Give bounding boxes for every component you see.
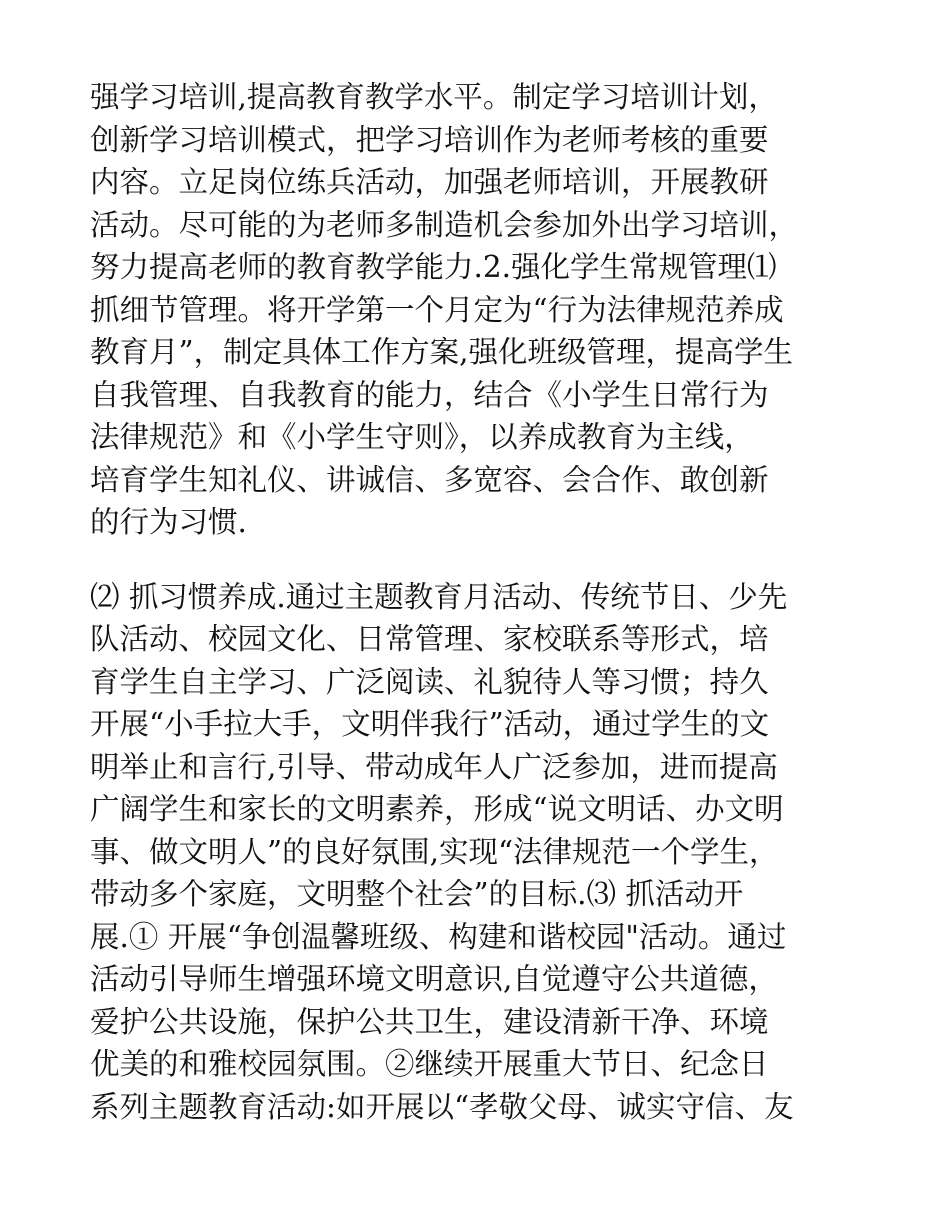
document-page bbox=[90, 76, 870, 1128]
text-line: 活动引导师生增强环境文明意识,自觉遵守公共道德， bbox=[90, 962, 778, 996]
text-line: 育学生自主学习、广泛阅读、礼貌待人等习惯；持久 bbox=[90, 664, 769, 699]
text-line: 自我管理、自我教育的能力，结合《小学生日常行为 bbox=[90, 377, 769, 412]
text-line: 优美的和雅校园氛围。②继续开展重大节日、纪念日 bbox=[90, 1047, 769, 1081]
text-line: 创新学习培训模式，把学习培训作为老师考核的重要 bbox=[90, 122, 769, 157]
paragraph-spacing bbox=[90, 544, 870, 576]
text-line: 法律规范》和《小学生守则》，以养成教育为主线， bbox=[90, 420, 754, 454]
paragraph-2 bbox=[90, 576, 870, 1129]
text-line: 培育学生知礼仪、讲诚信、多宽容、会合作、敢创新 bbox=[90, 462, 769, 497]
text-line: 展.① 开展“争创温馨班级、构建和谐校园"活动。通过 bbox=[90, 919, 787, 954]
text-line: 活动。尽可能的为老师多制造机会参加外出学习培训， bbox=[90, 207, 799, 242]
text-line: ⑵ 抓习惯养成.通过主题教育月活动、传统节日、少先 bbox=[90, 579, 788, 614]
text-line: 广阔学生和家长的文明素养，形成“说文明话、办文明 bbox=[90, 792, 784, 826]
text-line: 强学习培训,提高教育教学水平。制定学习培训计划， bbox=[90, 80, 778, 114]
text-line: 队活动、校园文化、日常管理、家校联系等形式，培 bbox=[90, 622, 769, 656]
text-line: 内容。立足岗位练兵活动，加强老师培训，开展教研 bbox=[90, 165, 769, 199]
text-line: 爱护公共设施，保护公共卫生，建设清新干净、环境 bbox=[90, 1004, 769, 1039]
text-line: 事、做文明人”的良好氛围,实现“法律规范一个学生， bbox=[90, 834, 779, 869]
text-line: 明举止和言行,引导、带动成年人广泛参加，进而提高 bbox=[90, 749, 778, 784]
text-line: 开展“小手拉大手，文明伴我行”活动，通过学生的文 bbox=[90, 707, 770, 741]
text-line: 带动多个家庭，文明整个社会”的目标.⑶ 抓活动开 bbox=[90, 877, 744, 911]
text-line: 的行为习惯. bbox=[90, 505, 247, 539]
text-line: 努力提高老师的教育教学能力.2.强化学生常规管理⑴ bbox=[90, 250, 777, 284]
text-line: 教育月”，制定具体工作方案,强化班级管理，提高学生 bbox=[90, 335, 793, 369]
paragraph-1 bbox=[90, 76, 870, 544]
text-line: 系列主题教育活动:如开展以“孝敬父母、诚实守信、友 bbox=[90, 1089, 794, 1124]
text-line: 抓细节管理。将开学第一个月定为“行为法律规范养成 bbox=[90, 292, 784, 327]
